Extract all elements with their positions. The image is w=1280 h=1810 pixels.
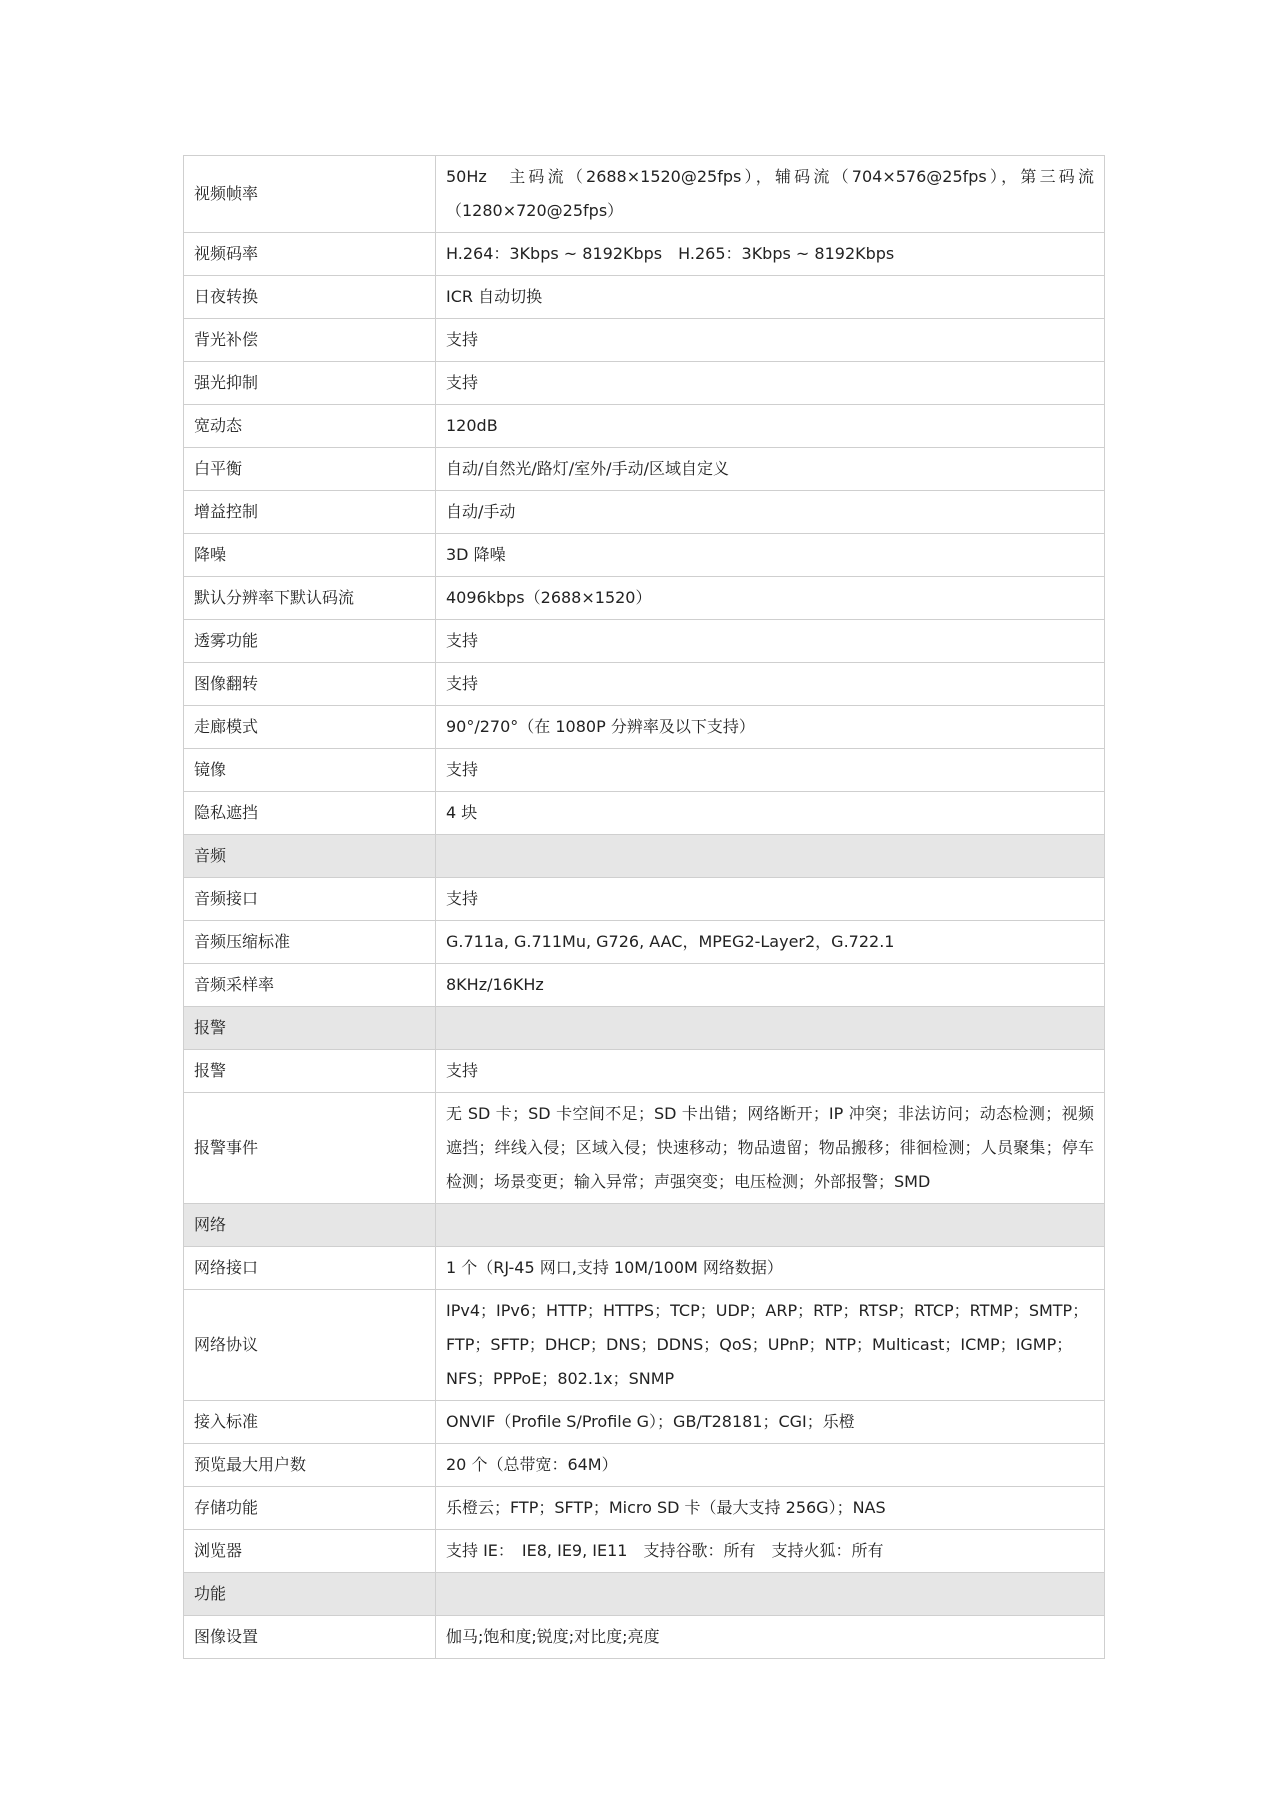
spec-value: H.264：3Kbps ~ 8192Kbps H.265：3Kbps ~ 8192Kbps <box>436 233 1105 276</box>
spec-label: 镜像 <box>184 749 436 792</box>
spec-label: 视频码率 <box>184 233 436 276</box>
spec-label: 白平衡 <box>184 448 436 491</box>
spec-row <box>184 1487 1105 1530</box>
spec-label: 图像翻转 <box>184 663 436 706</box>
spec-label: 增益控制 <box>184 491 436 534</box>
spec-value: 120dB <box>436 405 1105 448</box>
spec-value: ICR 自动切换 <box>436 276 1105 319</box>
section-header-row <box>184 835 1105 878</box>
spec-value: 20 个（总带宽：64M） <box>436 1444 1105 1487</box>
spec-value: G.711a, G.711Mu, G726, AAC，MPEG2-Layer2，G.722.1 <box>436 921 1105 964</box>
spec-label: 浏览器 <box>184 1530 436 1573</box>
spec-value: 伽马;饱和度;锐度;对比度;亮度 <box>436 1616 1105 1659</box>
spec-row <box>184 1616 1105 1659</box>
spec-value: 3D 降噪 <box>436 534 1105 577</box>
spec-table-body <box>184 156 1105 1659</box>
spec-label: 宽动态 <box>184 405 436 448</box>
spec-row <box>184 792 1105 835</box>
spec-row <box>184 749 1105 792</box>
spec-label: 默认分辨率下默认码流 <box>184 577 436 620</box>
spec-row <box>184 620 1105 663</box>
spec-row <box>184 1530 1105 1573</box>
spec-label: 透雾功能 <box>184 620 436 663</box>
spec-value: 支持 <box>436 620 1105 663</box>
spec-label: 背光补偿 <box>184 319 436 362</box>
section-empty-cell <box>436 1204 1105 1247</box>
spec-row <box>184 362 1105 405</box>
spec-row <box>184 577 1105 620</box>
spec-label: 日夜转换 <box>184 276 436 319</box>
spec-label: 存储功能 <box>184 1487 436 1530</box>
section-header-row <box>184 1573 1105 1616</box>
spec-row <box>184 921 1105 964</box>
spec-label: 强光抑制 <box>184 362 436 405</box>
spec-value: 4096kbps（2688×1520） <box>436 577 1105 620</box>
spec-value: 乐橙云；FTP；SFTP；Micro SD 卡（最大支持 256G）；NAS <box>436 1487 1105 1530</box>
spec-value: 支持 <box>436 878 1105 921</box>
section-title: 网络 <box>184 1204 436 1247</box>
spec-row <box>184 1050 1105 1093</box>
spec-row <box>184 276 1105 319</box>
spec-label: 图像设置 <box>184 1616 436 1659</box>
spec-value: 50Hz 主码流（2688×1520@25fps），辅码流（704×576@25fps），第三码流（1280×720@25fps） <box>436 156 1105 233</box>
spec-label: 音频压缩标准 <box>184 921 436 964</box>
spec-value: 支持 <box>436 319 1105 362</box>
spec-value: IPv4；IPv6；HTTP；HTTPS；TCP；UDP；ARP；RTP；RTSP；RTCP；RTMP；SMTP；FTP；SFTP；DHCP；DNS；DDNS；QoS；UPnP；NTP；Multicast；ICMP；IGMP；NFS；PPPoE；802.1x；SNMP <box>436 1290 1105 1401</box>
spec-row <box>184 1290 1105 1401</box>
spec-label: 音频接口 <box>184 878 436 921</box>
spec-row <box>184 156 1105 233</box>
spec-label: 网络接口 <box>184 1247 436 1290</box>
spec-row <box>184 878 1105 921</box>
spec-label: 降噪 <box>184 534 436 577</box>
spec-label: 隐私遮挡 <box>184 792 436 835</box>
spec-value: 支持 <box>436 749 1105 792</box>
section-title: 功能 <box>184 1573 436 1616</box>
spec-row <box>184 233 1105 276</box>
spec-label: 走廊模式 <box>184 706 436 749</box>
spec-row <box>184 534 1105 577</box>
spec-row <box>184 964 1105 1007</box>
section-title: 音频 <box>184 835 436 878</box>
spec-table <box>183 155 1105 1659</box>
spec-value: 8KHz/16KHz <box>436 964 1105 1007</box>
spec-value: 支持 <box>436 362 1105 405</box>
spec-label: 接入标准 <box>184 1401 436 1444</box>
spec-label: 报警事件 <box>184 1093 436 1204</box>
spec-row <box>184 491 1105 534</box>
spec-value: 支持 <box>436 1050 1105 1093</box>
section-empty-cell <box>436 835 1105 878</box>
spec-value: 自动/手动 <box>436 491 1105 534</box>
spec-row <box>184 706 1105 749</box>
spec-value: ONVIF（Profile S/Profile G）；GB/T28181；CGI；乐橙 <box>436 1401 1105 1444</box>
spec-value: 自动/自然光/路灯/室外/手动/区域自定义 <box>436 448 1105 491</box>
spec-row <box>184 448 1105 491</box>
spec-label: 音频采样率 <box>184 964 436 1007</box>
spec-row <box>184 1401 1105 1444</box>
spec-label: 报警 <box>184 1050 436 1093</box>
section-header-row <box>184 1204 1105 1247</box>
section-header-row <box>184 1007 1105 1050</box>
spec-label: 网络协议 <box>184 1290 436 1401</box>
spec-row <box>184 319 1105 362</box>
spec-row <box>184 663 1105 706</box>
spec-label: 预览最大用户数 <box>184 1444 436 1487</box>
section-empty-cell <box>436 1573 1105 1616</box>
section-empty-cell <box>436 1007 1105 1050</box>
spec-row <box>184 1093 1105 1204</box>
spec-row <box>184 405 1105 448</box>
spec-value: 4 块 <box>436 792 1105 835</box>
spec-row <box>184 1247 1105 1290</box>
spec-label: 视频帧率 <box>184 156 436 233</box>
spec-value: 支持 IE： IE8, IE9, IE11 支持谷歌：所有 支持火狐：所有 <box>436 1530 1105 1573</box>
section-title: 报警 <box>184 1007 436 1050</box>
spec-value: 支持 <box>436 663 1105 706</box>
spec-row <box>184 1444 1105 1487</box>
spec-value: 无 SD 卡；SD 卡空间不足；SD 卡出错；网络断开；IP 冲突；非法访问；动态检测；视频遮挡；绊线入侵；区域入侵；快速移动；物品遗留；物品搬移；徘徊检测；人员聚集；停车检测；场景变更；输入异常；声强突变；电压检测；外部报警；SMD <box>436 1093 1105 1204</box>
spec-value: 1 个（RJ-45 网口,支持 10M/100M 网络数据） <box>436 1247 1105 1290</box>
spec-value: 90°/270°（在 1080P 分辨率及以下支持） <box>436 706 1105 749</box>
